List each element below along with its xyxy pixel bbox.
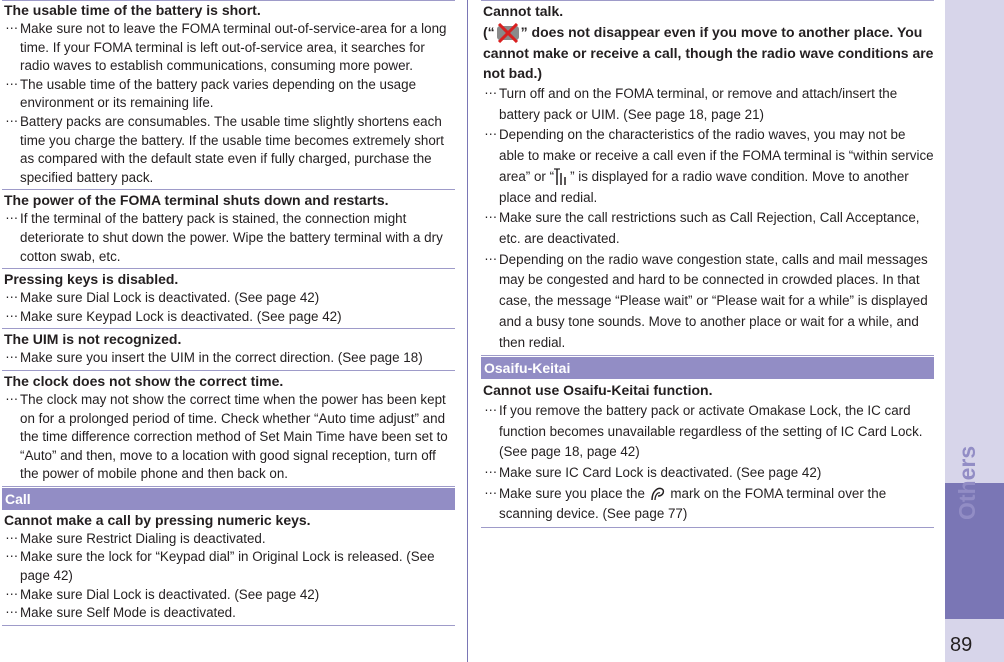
list-item: … Make sure Dial Lock is deactivated. (See page 42): [5, 286, 320, 306]
osaifu-header: Osaifu-Keitai: [481, 357, 934, 379]
call-section-title: Cannot make a call by pressing numeric keys.: [4, 511, 311, 528]
faq-section-title: The usable time of the battery is short.: [4, 2, 261, 18]
antenna-icon: [554, 167, 570, 187]
osaifu-section: [481, 379, 934, 528]
faq-section: [2, 329, 455, 371]
list-item: … Make sure Dial Lock is deactivated. (See page 42): [5, 582, 320, 602]
list-item: … Make sure you place the mark on the FOMA terminal over the scanning device. (See page 77): [484, 481, 887, 522]
list-item: … Make sure not to leave the FOMA terminal out-of-service-area for a long time. If your FOMA terminal is left out-of-service area, it searches for radio waves to establish communications, consuming more power.: [5, 17, 447, 74]
faq-section: [2, 371, 455, 487]
osaifu-section-title: Cannot use Osaifu-Keitai function.: [483, 382, 713, 399]
list-item: … If the terminal of the battery pack is stained, the connection might deteriorate to shut down the power. Wipe the battery terminal with a dry cotton swab, etc.: [5, 207, 443, 264]
call-header: Call: [2, 488, 455, 510]
column-divider: [467, 0, 468, 662]
list-item: … The clock may not show the correct time when the power has been kept on for a prolonged period of time. Check whether “Auto time adjust” and the time difference correction method of Set Main Time have been set to “Auto” and then, move to a location with good signal reception, turn off the power of mobile phone and then back on.: [5, 387, 448, 482]
no-signal-icon: [495, 23, 521, 43]
faq-section: [2, 190, 455, 269]
list-item: … Make sure Keypad Lock is deactivated. (See page 42): [5, 304, 342, 324]
list-item: … Make sure the lock for “Keypad dial” in Original Lock is released. (See page 42): [5, 545, 435, 584]
list-item: … Make sure IC Card Lock is deactivated. (See page 42): [484, 460, 822, 480]
faq-section-title: The power of the FOMA terminal shuts down and restarts.: [4, 192, 389, 209]
faq-section: [2, 269, 455, 329]
list-item: … Make sure the call restrictions such as Call Rejection, Call Acceptance, etc. are deactivated.: [484, 206, 920, 246]
list-item: … Turn off and on the FOMA terminal, or remove and attach/insert the battery pack or UIM. (See page 18, page 21): [484, 82, 898, 122]
felica-mark-icon: [649, 485, 667, 503]
faq-section: [2, 0, 455, 190]
talk-section-title: Cannot talk. (“ ” does not disappear even if you move to another place. You cannot make or receive a call, though the radio wave conditions are not bad.): [483, 3, 934, 82]
list-item: … Battery packs are consumables. The usable time slightly shortens each time you charge the battery. If the usable time becomes extremely short as compared with the default state even if fully charged, purchase the specified battery pack.: [5, 109, 444, 185]
left-column: [2, 0, 455, 626]
left-sections: [2, 0, 455, 487]
faq-section-title: The clock does not show the correct time.: [4, 372, 284, 389]
list-item: … The usable time of the battery pack varies depending on the usage environment or its remaining life.: [5, 72, 417, 111]
list-item: … Make sure Self Mode is deactivated.: [5, 601, 236, 621]
call-section: [2, 510, 455, 626]
right-column: [481, 0, 934, 528]
talk-section: [481, 0, 934, 356]
list-item: … If you remove the battery pack or activate Omakase Lock, the IC card function becomes unavailable regardless of the setting of IC Card Lock. (See page 18, page 42): [484, 398, 923, 460]
faq-section-title: The UIM is not recognized.: [4, 331, 182, 348]
list-item: … Depending on the characteristics of the radio waves, you may not be able to make or receive a call even if the FOMA terminal is “within service area” or “ ” is displayed for a radio wave condition. Move to another place and redial.: [484, 123, 934, 205]
list-item: … Make sure Restrict Dialing is deactivated.: [5, 526, 266, 546]
list-item: … Make sure you insert the UIM in the correct direction. (See page 18): [5, 346, 423, 366]
faq-section-title: Pressing keys is disabled.: [4, 271, 179, 288]
page-number: 89: [950, 634, 973, 656]
tab-label: Others: [954, 445, 980, 520]
list-item: … Depending on the radio wave congestion state, calls and mail messages may be congested and hard to be connected in crowded places. In that case, the message “Please wait” or “Please wait for a while” is displayed and a busy tone sounds. Move to another place or wait for a while, and then redial.: [484, 247, 928, 350]
